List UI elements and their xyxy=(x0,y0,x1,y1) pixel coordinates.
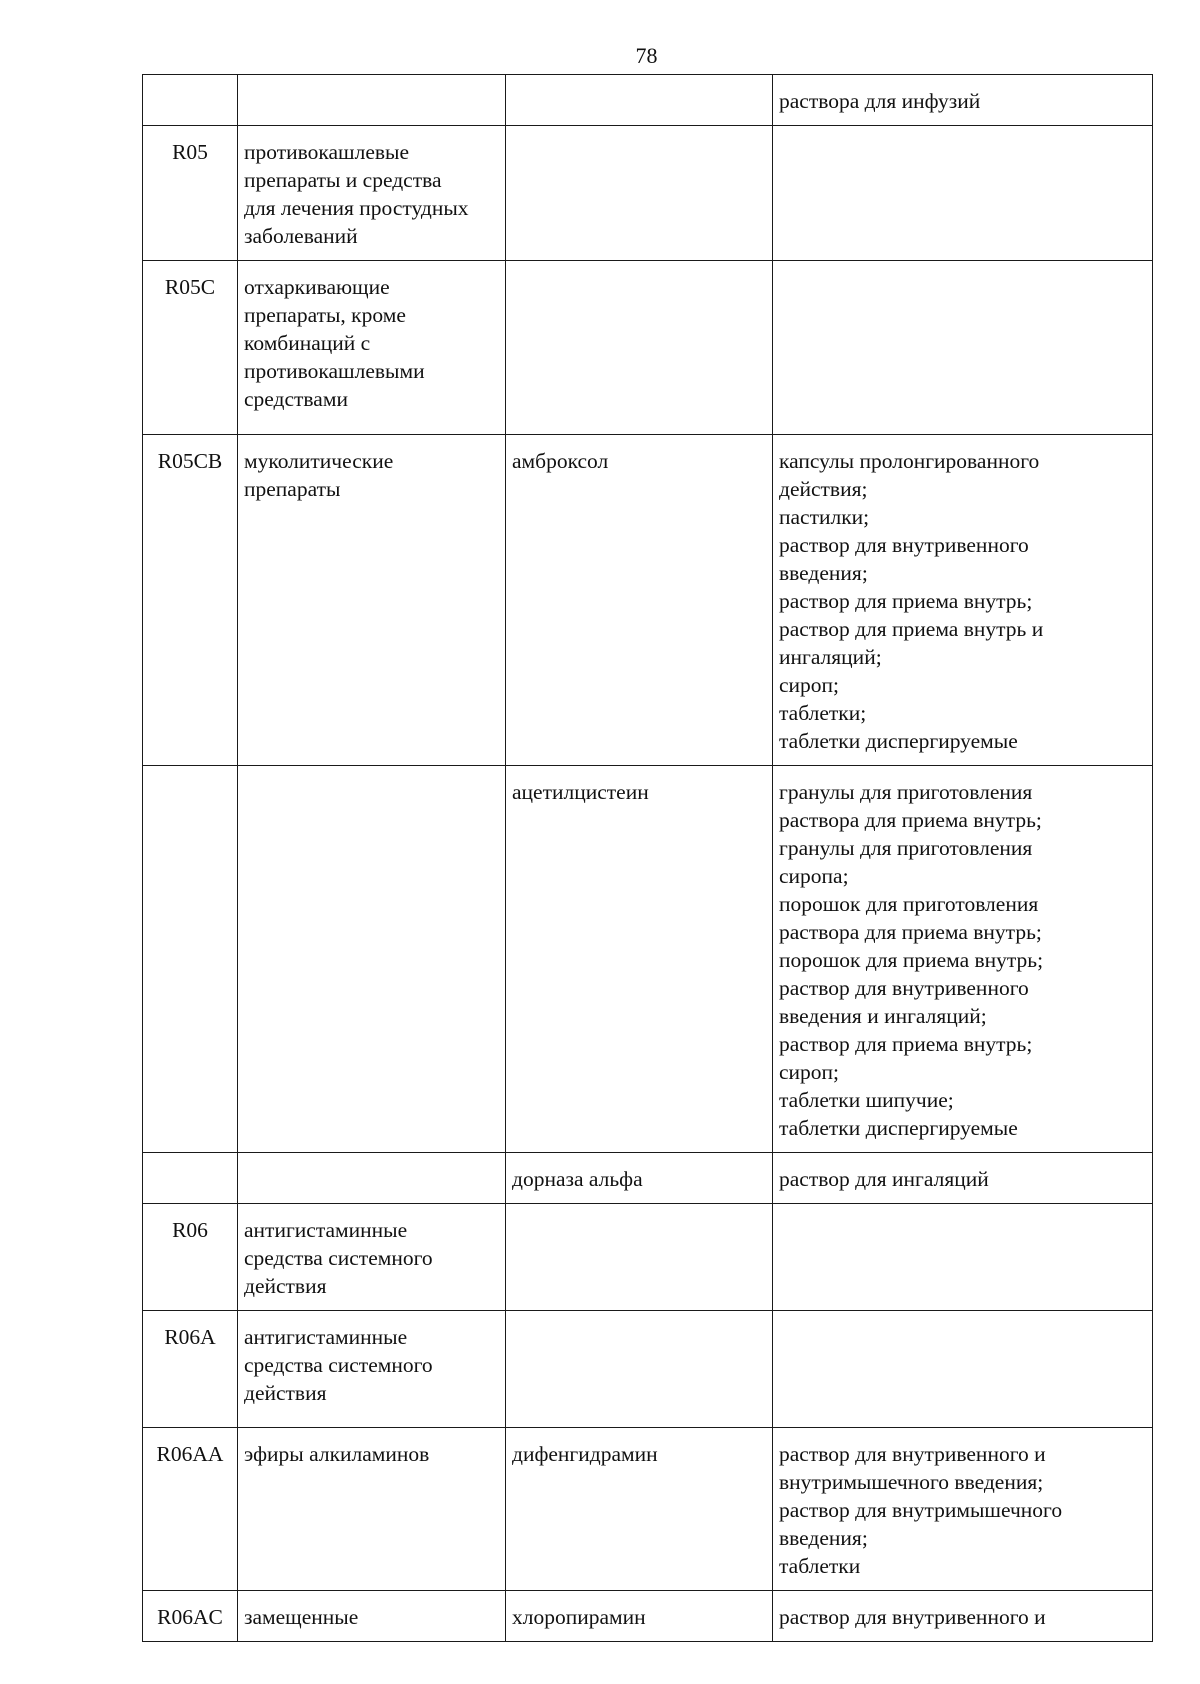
dosage-form-cell: раствора для инфузий xyxy=(773,75,1153,126)
atc-code-cell xyxy=(143,766,238,1153)
inn-cell xyxy=(506,261,773,435)
table-row xyxy=(143,1153,1153,1204)
inn-cell xyxy=(506,126,773,261)
inn-cell: хлоропирамин xyxy=(506,1591,773,1642)
dosage-form-cell xyxy=(773,1311,1153,1428)
table-row xyxy=(143,766,1153,1153)
group-name-cell: эфиры алкиламинов xyxy=(238,1428,506,1591)
inn-cell: дорназа альфа xyxy=(506,1153,773,1204)
group-name-cell: замещенные xyxy=(238,1591,506,1642)
dosage-form-cell: раствор для внутривенного и xyxy=(773,1591,1153,1642)
atc-code-cell: R06AC xyxy=(143,1591,238,1642)
group-name-cell: антигистаминные средства системного действия xyxy=(238,1311,506,1428)
drug-table xyxy=(142,74,1153,1642)
inn-cell xyxy=(506,1311,773,1428)
inn-cell xyxy=(506,75,773,126)
page-number: 78 xyxy=(635,43,658,68)
atc-code-cell xyxy=(143,1153,238,1204)
table-row xyxy=(143,1591,1153,1642)
group-name-cell: отхаркивающие препараты, кроме комбинаций с противокашлевыми средствами xyxy=(238,261,506,435)
atc-code-cell: R05 xyxy=(143,126,238,261)
atc-code-cell: R05C xyxy=(143,261,238,435)
atc-code-cell xyxy=(143,75,238,126)
dosage-form-cell xyxy=(773,1204,1153,1311)
inn-cell: ацетилцистеин xyxy=(506,766,773,1153)
table-row xyxy=(143,1311,1153,1428)
dosage-form-cell: капсулы пролонгированного действия; пастилки; раствор для внутривенного введения; раствор для приема внутрь; раствор для приема внутрь и ингаляций; сироп; таблетки; таблетки диспергируемые xyxy=(773,435,1153,766)
atc-code-cell: R05CB xyxy=(143,435,238,766)
inn-cell: амброксол xyxy=(506,435,773,766)
group-name-cell xyxy=(238,1153,506,1204)
table-row xyxy=(143,126,1153,261)
dosage-form-cell: раствор для ингаляций xyxy=(773,1153,1153,1204)
group-name-cell xyxy=(238,75,506,126)
dosage-form-cell xyxy=(773,261,1153,435)
dosage-form-cell: гранулы для приготовления раствора для приема внутрь; гранулы для приготовления сиропа; порошок для приготовления раствора для приема внутрь; порошок для приема внутрь; раствор для внутривенного введения и ингаляций; раствор для приема внутрь; сироп; таблетки шипучие; таблетки диспергируемые xyxy=(773,766,1153,1153)
dosage-form-cell xyxy=(773,126,1153,261)
table-row xyxy=(143,1204,1153,1311)
group-name-cell: противокашлевые препараты и средства для лечения простудных заболеваний xyxy=(238,126,506,261)
table-row xyxy=(143,1428,1153,1591)
group-name-cell: антигистаминные средства системного действия xyxy=(238,1204,506,1311)
inn-cell: дифенгидрамин xyxy=(506,1428,773,1591)
inn-cell xyxy=(506,1204,773,1311)
table-row xyxy=(143,261,1153,435)
group-name-cell: муколитические препараты xyxy=(238,435,506,766)
table-row xyxy=(143,435,1153,766)
dosage-form-cell: раствор для внутривенного и внутримышечного введения; раствор для внутримышечного введения; таблетки xyxy=(773,1428,1153,1591)
group-name-cell xyxy=(238,766,506,1153)
atc-code-cell: R06A xyxy=(143,1311,238,1428)
atc-code-cell: R06 xyxy=(143,1204,238,1311)
drug-table-body xyxy=(143,75,1153,1642)
table-row xyxy=(143,75,1153,126)
atc-code-cell: R06AA xyxy=(143,1428,238,1591)
